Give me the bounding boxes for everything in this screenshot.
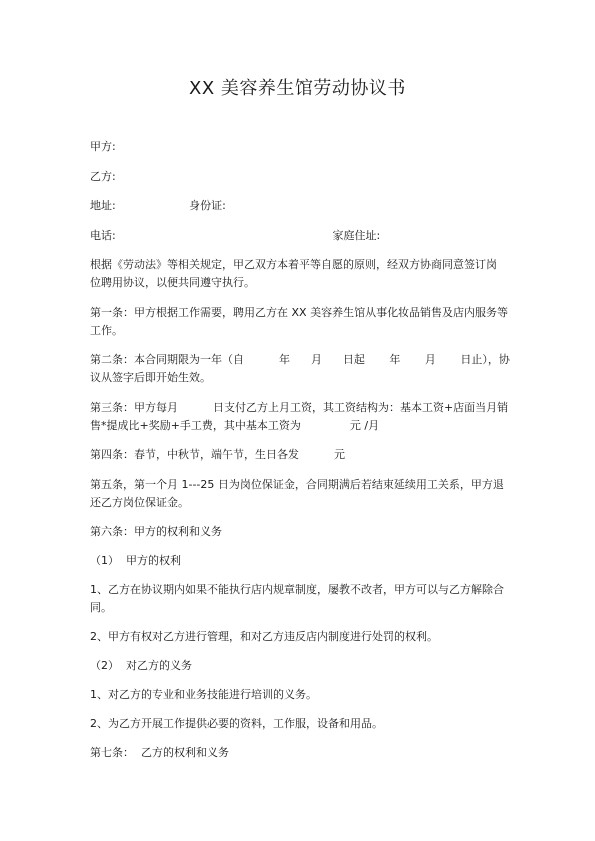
- article-5-line-2: 还乙方岗位保证金。: [90, 496, 189, 509]
- preamble-line-2: 位聘用协议，以便共同遵守执行。: [90, 276, 255, 289]
- article-6-duty-2-line: 2、为乙方开展工作提供必要的资料，工作服，设备和用品。: [90, 717, 383, 730]
- article-3-line-2: 售*提成比+奖励+手工费，其中基本工资为 元 /月: [90, 419, 380, 432]
- party-b-line: 乙方:: [90, 170, 116, 183]
- article-6-subheading-1: （1） 甲方的权利: [90, 554, 181, 567]
- phone-home-line: 电话: 家庭住址:: [90, 229, 381, 242]
- article-5-line-1: 第五条，第一个月 1---25 日为岗位保证金，合同期满后若结束延续用工关系，甲方退: [90, 478, 504, 491]
- article-6-item-2-line: 2、甲方有权对乙方进行管理，和对乙方违反店内制度进行处罚的权利。: [90, 630, 438, 643]
- article-6-heading: 第六条：甲方的权利和义务: [90, 525, 222, 538]
- article-6-item-1-line-1: 1、乙方在协议期内如果不能执行店内规章制度，屡教不改者，甲方可以与乙方解除合: [90, 583, 504, 596]
- article-7-heading: 第七条： 乙方的权利和义务: [90, 746, 229, 759]
- preamble-line-1: 根据《劳动法》等相关规定，甲乙双方本着平等自愿的原则，经双方协商同意签订岗: [90, 258, 497, 271]
- article-6-duty-1-line: 1、对乙方的专业和业务技能进行培训的义务。: [90, 688, 317, 701]
- article-2-line-2: 议从签字后即开始生效。: [90, 371, 211, 384]
- party-a-line: 甲方:: [90, 140, 116, 153]
- article-6-subheading-2: （2） 对乙方的义务: [90, 659, 192, 672]
- article-4-line: 第四条：春节，中秋节，端午节，生日各发 元: [90, 448, 345, 461]
- address-id-line: 地址: 身份证:: [90, 199, 226, 212]
- article-3-line-1: 第三条：甲方每月 日支付乙方上月工资，其工资结构为：基本工资+店面当月销: [90, 401, 509, 414]
- document-title: XX 美容养生馆劳动协议书: [189, 78, 406, 99]
- article-2-line-1: 第二条：本合同期限为一年（自 年 月 日起 年 月 日止），协: [90, 353, 510, 366]
- article-1-line-1: 第一条：甲方根据工作需要，聘用乙方在 XX 美容养生馆从事化妆品销售及店内服务等: [90, 306, 509, 319]
- article-6-item-1-line-2: 同。: [90, 601, 112, 614]
- article-1-line-2: 工作。: [90, 324, 123, 337]
